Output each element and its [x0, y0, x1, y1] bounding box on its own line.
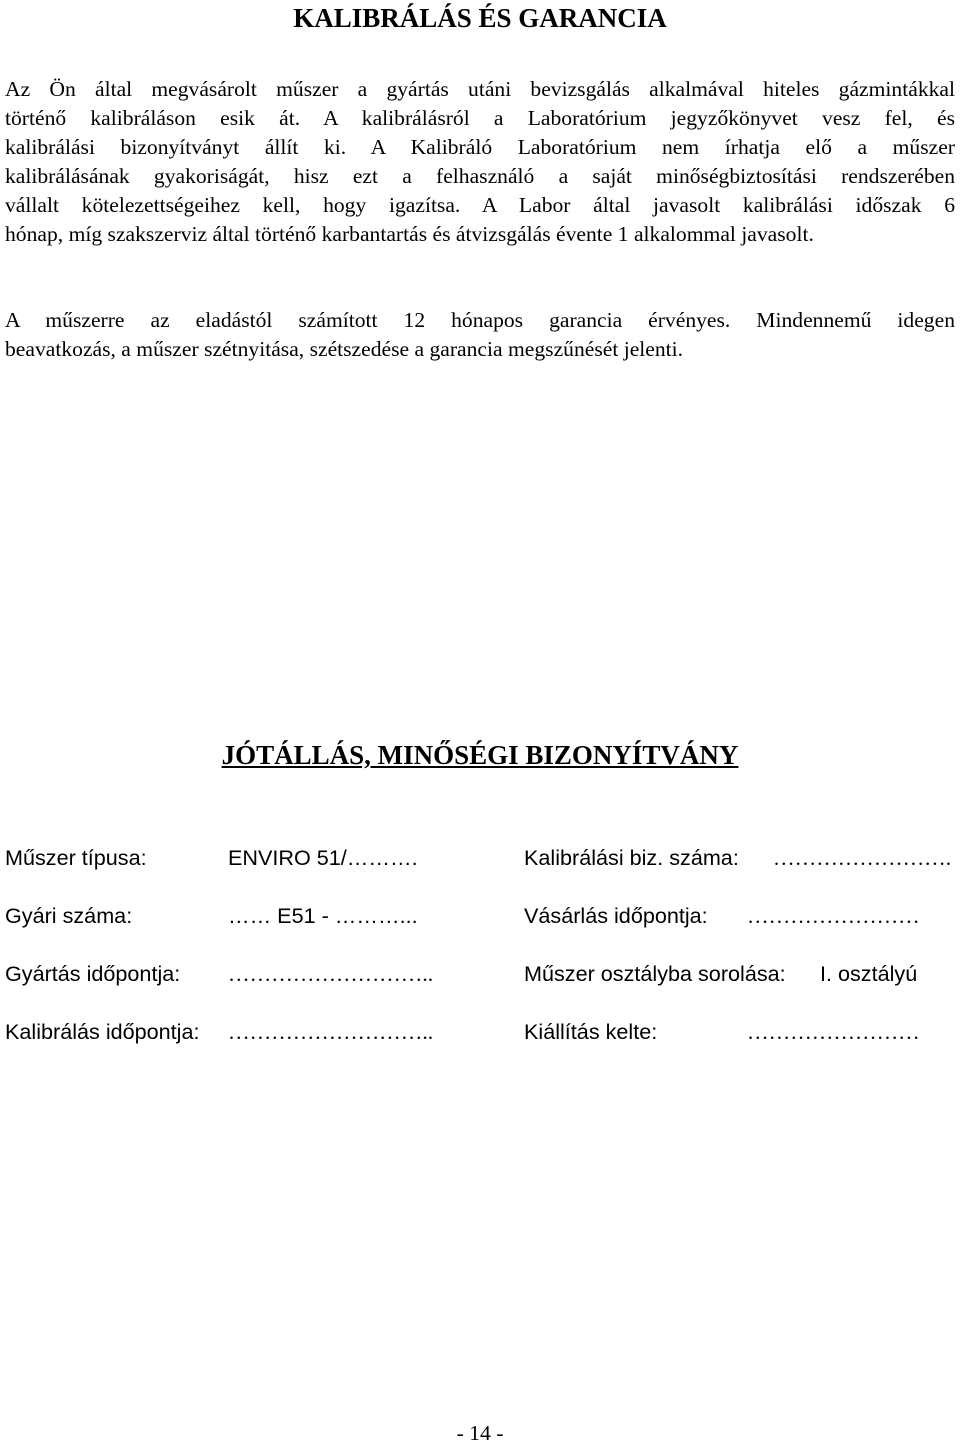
instrument-class-value: I. osztályú: [820, 961, 918, 986]
section-title-calibration: KALIBRÁLÁS ÉS GARANCIA: [293, 3, 667, 33]
certificate-number-value: …………………….: [773, 846, 952, 870]
instrument-type-value: ENVIRO 51/……….: [228, 845, 418, 870]
serial-number-value: …… E51 - ………...: [228, 903, 418, 928]
production-date-label: Gyártás időpontja:: [5, 961, 181, 986]
section-title-guarantee: JÓTÁLLÁS, MINŐSÉGI BIZONYÍTVÁNY: [221, 740, 739, 770]
instrument-class-label: Műszer osztályba sorolása:: [524, 961, 786, 986]
instrument-type-label: Műszer típusa:: [5, 845, 147, 870]
serial-number-label: Gyári száma:: [5, 903, 133, 928]
purchase-date-value: ……………………: [747, 904, 920, 928]
issue-date-value: ……………………: [747, 1020, 920, 1044]
certificate-number-label: Kalibrálási biz. száma:: [524, 845, 739, 870]
calibration-date-value: ………………………..: [228, 1020, 434, 1044]
paragraph-line: Az Ön által megvásárolt műszer a gyártás utáni bevizsgálás alkalmával hiteles gázmintákkal: [5, 77, 955, 101]
page-number: - 14 -: [456, 1421, 504, 1445]
paragraph-line: történő kalibráláson esik át. A kalibrálásról a Laboratórium jegyzőkönyvet vesz fel, és: [5, 106, 955, 130]
calibration-paragraph: [5, 75, 955, 249]
production-date-value: ………………………..: [228, 962, 434, 986]
issue-date-label: Kiállítás kelte:: [524, 1019, 658, 1044]
paragraph-line: beavatkozás, a műszer szétnyitása, szétszedése a garancia megszűnését jelenti.: [5, 337, 684, 361]
paragraph-line: vállalt kötelezettségeihez kell, hogy igazítsa. A Labor által javasolt kalibrálási időszak 6: [5, 193, 955, 217]
paragraph-line: kalibrálási bizonyítványt állít ki. A Kalibráló Laboratórium nem írhatja elő a műszer: [5, 135, 955, 159]
paragraph-line: kalibrálásának gyakoriságát, hisz ezt a felhasználó a saját minőségbiztosítási rendszerében: [5, 164, 955, 188]
paragraph-line: A műszerre az eladástól számított 12 hónapos garancia érvényes. Mindennemű idegen: [5, 308, 955, 332]
paragraph-line: hónap, míg szakszerviz által történő karbantartás és átvizsgálás évente 1 alkalommal javasolt.: [5, 222, 814, 246]
calibration-date-label: Kalibrálás időpontja:: [5, 1019, 200, 1044]
warranty-paragraph: [5, 306, 955, 364]
purchase-date-label: Vásárlás időpontja:: [524, 903, 708, 928]
